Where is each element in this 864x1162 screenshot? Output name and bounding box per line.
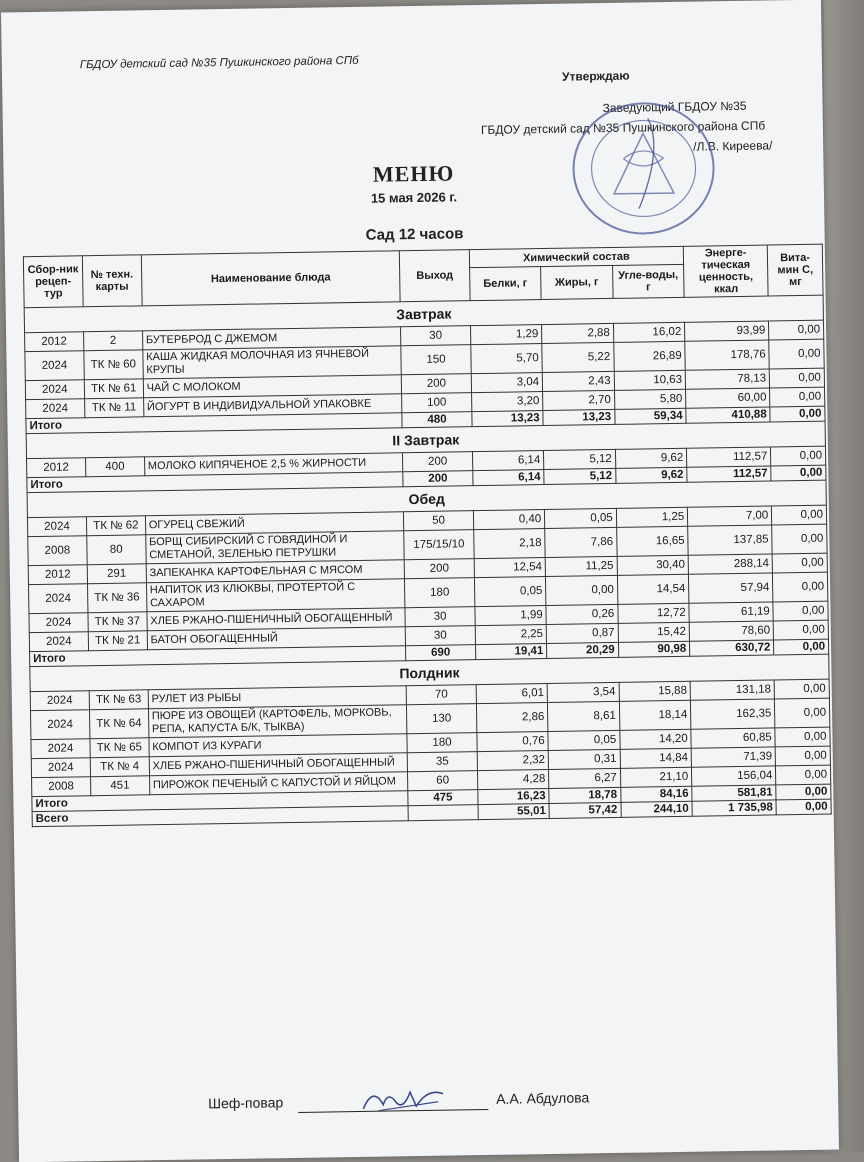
energy-value: 78,13 bbox=[685, 369, 769, 389]
section-title: Обед bbox=[27, 480, 826, 518]
dish-output: 175/15/10 bbox=[404, 530, 474, 560]
tech-card-number: ТК № 61 bbox=[84, 379, 143, 399]
dish-output: 200 bbox=[403, 452, 473, 472]
page-title: МЕНЮ bbox=[372, 160, 455, 187]
vitamin-value: 0,00 bbox=[769, 339, 824, 369]
energy-value: 162,35 bbox=[691, 699, 776, 729]
fats-value: 7,86 bbox=[545, 527, 617, 557]
proteins-value: 12,54 bbox=[474, 558, 546, 578]
carbs-value: 14,20 bbox=[620, 729, 692, 749]
menu-table bbox=[23, 244, 832, 827]
energy-value: 57,94 bbox=[689, 573, 774, 603]
tech-card-number: ТК № 62 bbox=[86, 516, 145, 536]
col-card: № техн. карты bbox=[82, 255, 142, 307]
carbs-value: 1,25 bbox=[616, 507, 688, 527]
carbs-value: 10,63 bbox=[614, 370, 686, 390]
grand-total-label: Всего bbox=[32, 806, 409, 827]
fats-value: 3,54 bbox=[547, 682, 619, 702]
menu-subtitle: Сад 12 часов bbox=[365, 225, 464, 244]
recipe-collection-year: 2012 bbox=[28, 565, 87, 585]
energy-value: 78,60 bbox=[689, 621, 773, 641]
grand-total-fats: 57,42 bbox=[549, 802, 621, 818]
dish-output: 30 bbox=[406, 626, 476, 646]
proteins-value: 0,40 bbox=[473, 510, 545, 530]
dish-output: 130 bbox=[407, 704, 477, 734]
total-carbs: 84,16 bbox=[620, 786, 692, 802]
proteins-value: 0,05 bbox=[474, 577, 546, 607]
dish-name: ПЮРЕ ИЗ ОВОЩЕЙ (КАРТОФЕЛЬ, МОРКОВЬ, РЕПА, КАПУСТА Б/К, ТЫКВА) bbox=[148, 705, 407, 738]
fats-value: 11,25 bbox=[545, 556, 617, 576]
dish-output: 35 bbox=[408, 752, 478, 772]
menu-document bbox=[1, 0, 839, 1162]
dish-output: 100 bbox=[402, 393, 472, 413]
total-output: 690 bbox=[406, 645, 476, 661]
section-title: II Завтрак bbox=[26, 421, 825, 459]
total-energy: 630,72 bbox=[690, 640, 774, 656]
recipe-collection-year: 2024 bbox=[31, 758, 90, 778]
dish-name: РУЛЕТ ИЗ РЫБЫ bbox=[148, 686, 407, 709]
total-vitamin: 0,00 bbox=[774, 639, 829, 655]
proteins-value: 4,28 bbox=[477, 770, 549, 790]
vitamin-value: 0,00 bbox=[772, 524, 827, 554]
total-proteins: 6,14 bbox=[472, 470, 544, 486]
total-output: 480 bbox=[402, 412, 472, 428]
proteins-value: 6,01 bbox=[476, 684, 548, 704]
dish-name: БАТОН ОБОГАЩЕННЫЙ bbox=[147, 627, 406, 650]
tech-card-number: ТК № 64 bbox=[89, 709, 148, 739]
recipe-collection-year: 2024 bbox=[29, 584, 88, 614]
tech-card-number: ТК № 60 bbox=[84, 350, 143, 380]
col-proteins: Белки, г bbox=[469, 267, 541, 301]
recipe-collection-year: 2024 bbox=[30, 710, 89, 740]
vitamin-value: 0,00 bbox=[769, 320, 824, 340]
proteins-value: 3,20 bbox=[471, 392, 543, 412]
carbs-value: 21,10 bbox=[620, 767, 692, 787]
recipe-collection-year: 2024 bbox=[31, 739, 90, 759]
proteins-value: 5,70 bbox=[470, 344, 542, 374]
vitamin-value: 0,00 bbox=[774, 679, 829, 699]
energy-value: 156,04 bbox=[692, 766, 776, 786]
tech-card-number: 291 bbox=[87, 564, 146, 584]
total-carbs: 90,98 bbox=[618, 641, 690, 657]
total-fats: 20,29 bbox=[547, 642, 619, 658]
recipe-collection-year: 2024 bbox=[25, 351, 84, 381]
menu-date: 15 мая 2026 г. bbox=[370, 189, 458, 206]
dish-name: ХЛЕБ РЖАНО-ПШЕНИЧНЫЙ ОБОГАЩЕННЫЙ bbox=[147, 608, 406, 631]
carbs-value: 15,88 bbox=[619, 681, 691, 701]
grand-total-energy: 1 735,98 bbox=[692, 800, 776, 816]
fats-value: 0,87 bbox=[546, 623, 618, 643]
dish-output: 60 bbox=[408, 771, 478, 791]
dish-name: ХЛЕБ РЖАНО-ПШЕНИЧНЫЙ ОБОГАЩЕННЫЙ bbox=[149, 753, 408, 776]
tech-card-number: ТК № 63 bbox=[89, 690, 148, 710]
total-label: Итого bbox=[30, 646, 407, 667]
col-output: Выход bbox=[400, 250, 470, 302]
tech-card-number: ТК № 37 bbox=[88, 612, 147, 632]
proteins-value: 3,04 bbox=[471, 373, 543, 393]
dish-name: ЧАЙ С МОЛОКОМ bbox=[143, 375, 402, 398]
fats-value: 0,31 bbox=[548, 749, 620, 769]
dish-name: ЙОГУРТ В ИНДИВИДУАЛЬНОЙ УПАКОВКЕ bbox=[143, 394, 402, 417]
carbs-value: 26,89 bbox=[613, 341, 685, 371]
total-carbs: 9,62 bbox=[615, 467, 687, 483]
grand-total-carbs: 244,10 bbox=[621, 801, 693, 817]
proteins-value: 2,32 bbox=[477, 751, 549, 771]
col-vitamin: Вита-мин С, мг bbox=[768, 244, 824, 296]
approval-signer: /Л.В. Киреева/ bbox=[693, 138, 773, 154]
tech-card-number: ТК № 4 bbox=[90, 757, 149, 777]
fats-value: 0,05 bbox=[548, 730, 620, 750]
total-output: 475 bbox=[408, 790, 478, 806]
total-fats: 18,78 bbox=[549, 787, 621, 803]
vitamin-value: 0,00 bbox=[775, 746, 830, 766]
carbs-value: 15,42 bbox=[618, 622, 690, 642]
total-proteins: 16,23 bbox=[477, 788, 549, 804]
carbs-value: 18,14 bbox=[619, 700, 691, 730]
total-vitamin: 0,00 bbox=[776, 784, 831, 800]
proteins-value: 2,18 bbox=[473, 529, 545, 559]
grand-total-vitamin: 0,00 bbox=[776, 799, 831, 815]
vitamin-value: 0,00 bbox=[773, 572, 828, 602]
carbs-value: 14,84 bbox=[620, 748, 692, 768]
carbs-value: 16,65 bbox=[616, 526, 688, 556]
dish-name: ПИРОЖОК ПЕЧЕНЫЙ С КАПУСТОЙ И ЯЙЦОМ bbox=[149, 772, 408, 795]
total-vitamin: 0,00 bbox=[771, 465, 826, 481]
dish-output: 180 bbox=[405, 578, 475, 608]
energy-value: 61,19 bbox=[689, 602, 773, 622]
fats-value: 8,61 bbox=[548, 701, 620, 731]
proteins-value: 1,29 bbox=[470, 325, 542, 345]
menu-table-body bbox=[24, 295, 831, 826]
dish-output: 150 bbox=[401, 345, 471, 375]
recipe-collection-year: 2024 bbox=[26, 399, 85, 419]
recipe-collection-year: 2024 bbox=[30, 691, 89, 711]
fats-value: 0,00 bbox=[546, 575, 618, 605]
energy-value: 93,99 bbox=[685, 321, 769, 341]
dish-name: ЗАПЕКАНКА КАРТОФЕЛЬНАЯ С МЯСОМ bbox=[146, 560, 405, 583]
carbs-value: 30,40 bbox=[617, 555, 689, 575]
recipe-collection-year: 2008 bbox=[32, 777, 91, 797]
total-fats: 5,12 bbox=[544, 468, 616, 484]
dish-name: МОЛОКО КИПЯЧЕНОЕ 2,5 % ЖИРНОСТИ bbox=[144, 453, 403, 476]
fats-value: 2,70 bbox=[543, 390, 615, 410]
dish-output: 200 bbox=[404, 559, 474, 579]
signature-icon bbox=[358, 1080, 449, 1117]
tech-card-number: ТК № 36 bbox=[87, 583, 146, 613]
approval-organization: ГБДОУ детский сад №35 Пушкинского района СПб bbox=[480, 118, 766, 137]
vitamin-value: 0,00 bbox=[775, 698, 830, 728]
dish-output: 180 bbox=[407, 733, 477, 753]
col-chemical: Химический состав bbox=[469, 246, 684, 268]
energy-value: 71,39 bbox=[691, 747, 775, 767]
total-proteins: 13,23 bbox=[472, 411, 544, 427]
grand-total-output-empty bbox=[408, 805, 478, 821]
carbs-value: 9,62 bbox=[615, 448, 687, 468]
dish-output: 50 bbox=[404, 511, 474, 531]
vitamin-value: 0,00 bbox=[772, 553, 827, 573]
chef-label: Шеф-повар bbox=[208, 1094, 284, 1112]
recipe-collection-year: 2012 bbox=[25, 332, 84, 352]
dish-output: 30 bbox=[401, 326, 471, 346]
total-energy: 581,81 bbox=[692, 785, 776, 801]
dish-name: КОМПОТ ИЗ КУРАГИ bbox=[149, 734, 408, 757]
fats-value: 5,22 bbox=[542, 342, 614, 372]
vitamin-value: 0,00 bbox=[772, 505, 827, 525]
dish-output: 70 bbox=[406, 685, 476, 705]
total-output: 200 bbox=[403, 471, 473, 487]
vitamin-value: 0,00 bbox=[769, 368, 824, 388]
energy-value: 60,85 bbox=[691, 728, 775, 748]
recipe-collection-year: 2024 bbox=[29, 613, 88, 633]
vitamin-value: 0,00 bbox=[771, 446, 826, 466]
dish-output: 30 bbox=[405, 607, 475, 627]
proteins-value: 6,14 bbox=[472, 451, 544, 471]
dish-output: 200 bbox=[402, 374, 472, 394]
carbs-value: 5,80 bbox=[614, 389, 686, 409]
fats-value: 5,12 bbox=[544, 449, 616, 469]
tech-card-number: ТК № 65 bbox=[90, 738, 149, 758]
organization-header: ГБДОУ детский сад №35 Пушкинского района СПб bbox=[79, 54, 359, 72]
recipe-collection-year: 2008 bbox=[28, 536, 87, 566]
col-fats: Жиры, г bbox=[541, 266, 613, 300]
vitamin-value: 0,00 bbox=[773, 601, 828, 621]
dish-name: КАША ЖИДКАЯ МОЛОЧНАЯ ИЗ ЯЧНЕВОЙ КРУПЫ bbox=[143, 346, 402, 379]
fats-value: 2,43 bbox=[542, 371, 614, 391]
recipe-collection-year: 2024 bbox=[29, 632, 88, 652]
total-carbs: 59,34 bbox=[615, 408, 687, 424]
dish-name: ОГУРЕЦ СВЕЖИЙ bbox=[145, 512, 404, 535]
recipe-collection-year: 2024 bbox=[25, 380, 84, 400]
vitamin-value: 0,00 bbox=[775, 727, 830, 747]
energy-value: 288,14 bbox=[688, 554, 772, 574]
total-vitamin: 0,00 bbox=[770, 406, 825, 422]
fats-value: 0,26 bbox=[546, 604, 618, 624]
col-collection: Сбор-ник рецеп-тур bbox=[23, 256, 83, 308]
section-title: Завтрак bbox=[24, 295, 823, 333]
recipe-collection-year: 2012 bbox=[27, 458, 86, 478]
col-energy: Энерге-тическая ценность, ккал bbox=[683, 245, 768, 297]
vitamin-value: 0,00 bbox=[776, 765, 831, 785]
carbs-value: 14,54 bbox=[617, 574, 689, 604]
total-fats: 13,23 bbox=[543, 409, 615, 425]
energy-value: 178,76 bbox=[685, 340, 770, 370]
tech-card-number: 451 bbox=[90, 776, 149, 796]
tech-card-number: ТК № 21 bbox=[88, 631, 147, 651]
total-label: Итого bbox=[32, 791, 409, 812]
fats-value: 0,05 bbox=[545, 508, 617, 528]
recipe-collection-year: 2024 bbox=[27, 517, 86, 537]
carbs-value: 12,72 bbox=[618, 603, 690, 623]
vitamin-value: 0,00 bbox=[773, 620, 828, 640]
tech-card-number: 80 bbox=[87, 535, 146, 565]
energy-value: 112,57 bbox=[687, 447, 771, 467]
tech-card-number: 400 bbox=[85, 457, 144, 477]
dish-name: НАПИТОК ИЗ КЛЮКВЫ, ПРОТЕРТОЙ С САХАРОМ bbox=[146, 579, 405, 612]
chef-name: А.А. Абдулова bbox=[496, 1089, 590, 1107]
energy-value: 60,00 bbox=[686, 388, 770, 408]
approval-title: Утверждаю bbox=[561, 68, 630, 84]
tech-card-number: ТК № 11 bbox=[84, 398, 143, 418]
proteins-value: 1,99 bbox=[475, 606, 547, 626]
dish-name: БУТЕРБРОД С ДЖЕМОМ bbox=[142, 327, 401, 350]
vitamin-value: 0,00 bbox=[770, 387, 825, 407]
total-energy: 112,57 bbox=[687, 466, 771, 482]
total-proteins: 19,41 bbox=[475, 644, 547, 660]
energy-value: 137,85 bbox=[688, 525, 773, 555]
col-carbs: Угле-воды, г bbox=[612, 265, 684, 299]
tech-card-number: 2 bbox=[83, 331, 142, 351]
fats-value: 6,27 bbox=[549, 768, 621, 788]
proteins-value: 2,86 bbox=[476, 703, 548, 733]
energy-value: 7,00 bbox=[688, 506, 772, 526]
proteins-value: 0,76 bbox=[477, 732, 549, 752]
total-energy: 410,88 bbox=[686, 407, 770, 423]
section-title: Полдник bbox=[30, 654, 829, 692]
total-label: Итого bbox=[27, 472, 404, 493]
col-dish: Наименование блюда bbox=[141, 251, 400, 306]
dish-name: БОРЩ СИБИРСКИЙ С ГОВЯДИНОЙ И СМЕТАНОЙ, ЗЕЛЕНЬЮ ПЕТРУШКИ bbox=[145, 531, 404, 564]
total-label: Итого bbox=[26, 413, 403, 434]
fats-value: 2,88 bbox=[542, 323, 614, 343]
energy-value: 131,18 bbox=[690, 680, 774, 700]
grand-total-proteins: 55,01 bbox=[478, 803, 550, 819]
proteins-value: 2,25 bbox=[475, 625, 547, 645]
carbs-value: 16,02 bbox=[613, 322, 685, 342]
approval-position: Заведующий ГБДОУ №35 bbox=[602, 98, 747, 116]
